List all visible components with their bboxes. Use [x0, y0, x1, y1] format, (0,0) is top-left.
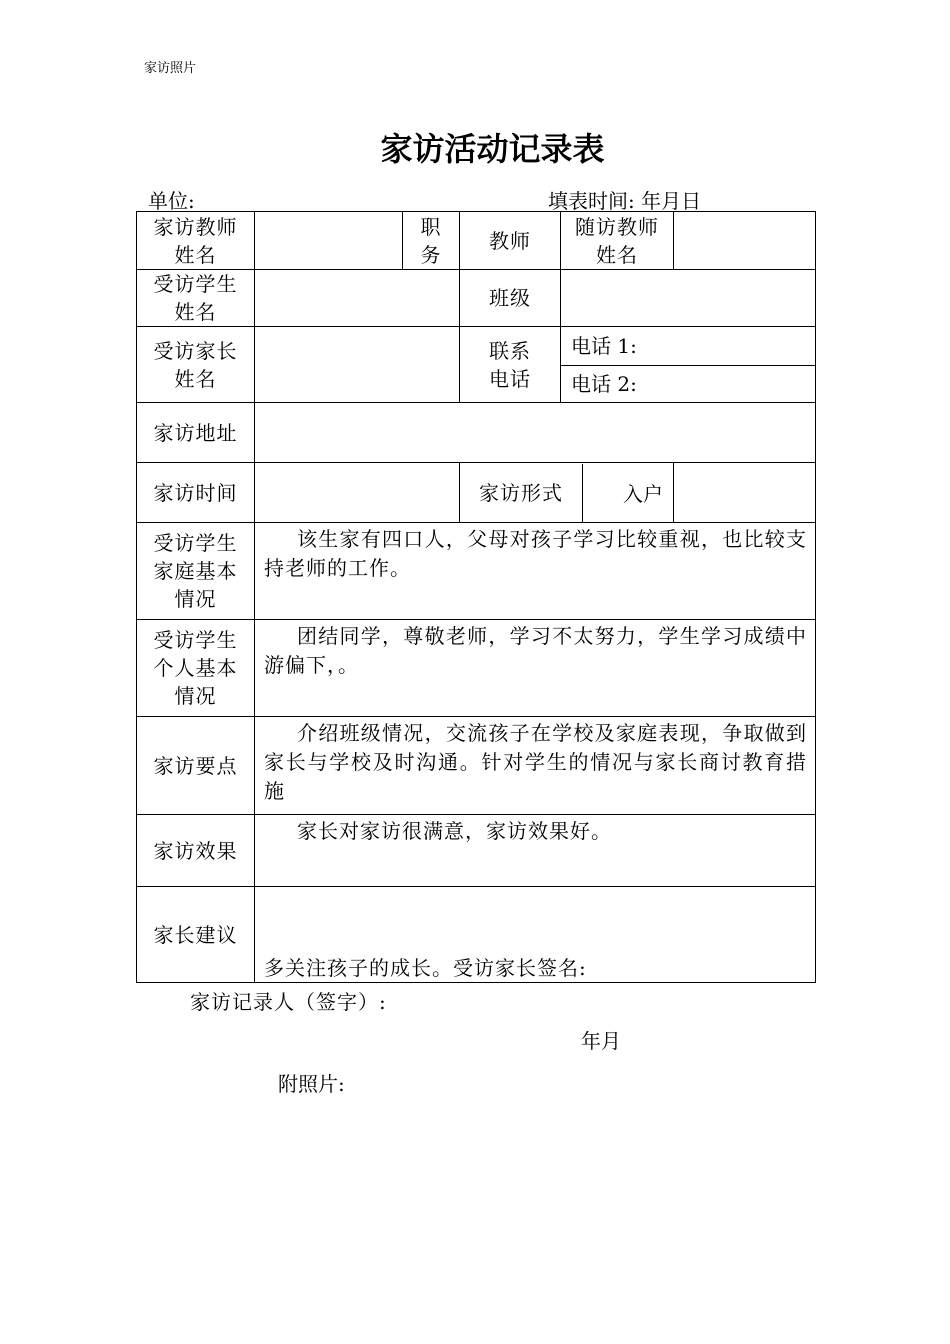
companion-teacher-label: 随访教师 姓名 — [561, 212, 674, 270]
family-situation-label: 受访学生 家庭基本 情况 — [137, 523, 255, 620]
visit-effect-label: 家访效果 — [137, 815, 255, 887]
position-value[interactable]: 教师 — [460, 212, 561, 270]
parent-suggestion-label: 家长建议 — [137, 887, 255, 983]
visit-effect-text[interactable]: 家长对家访很满意，家访效果好。 — [255, 815, 816, 887]
document-title: 家访活动记录表 — [380, 130, 605, 168]
teacher-name-label: 家访教师 姓名 — [137, 212, 255, 270]
parent-suggestion-text[interactable]: 多关注孩子的成长。受访家长签名: — [255, 887, 816, 983]
visit-form-cell — [460, 463, 674, 523]
address-label: 家访地址 — [137, 403, 255, 463]
visit-record-table — [136, 211, 816, 983]
key-points-label: 家访要点 — [137, 717, 255, 815]
visit-form-label: 家访形式 — [460, 464, 583, 522]
class-value[interactable] — [561, 270, 816, 327]
page-header: 家访照片 — [144, 61, 197, 76]
parent-name-value[interactable] — [255, 327, 460, 403]
visit-form-extra[interactable] — [674, 463, 816, 523]
personal-situation-text[interactable]: 团结同学，尊敬老师，学习不太努力，学生学习成绩中游偏下，。 — [255, 620, 816, 717]
phone-1-field[interactable]: 电话 1: — [561, 327, 816, 366]
student-name-value[interactable] — [255, 270, 460, 327]
family-situation-text[interactable]: 该生家有四口人，父母对孩子学习比较重视，也比较支持老师的工作。 — [255, 523, 816, 620]
recorder-signature: 家访记录人（签字）: — [190, 990, 387, 1014]
visit-time-value[interactable] — [255, 463, 460, 523]
teacher-name-value[interactable] — [255, 212, 403, 270]
key-points-text[interactable]: 介绍班级情况，交流孩子在学校及家庭表现，争取做到家长与学校及时沟通。针对学生的情况与家长商讨教育措施 — [255, 717, 816, 815]
fill-time: 填表时间: 年月日 — [548, 189, 702, 213]
year-month: 年月 — [581, 1029, 621, 1053]
student-name-label: 受访学生 姓名 — [137, 270, 255, 327]
phone-2-field[interactable]: 电话 2: — [561, 366, 816, 403]
unit-label: 单位: — [148, 189, 195, 213]
personal-situation-label: 受访学生 个人基本 情况 — [137, 620, 255, 717]
visit-form-value[interactable]: 入户 — [623, 482, 663, 506]
photo-label: 附照片: — [278, 1072, 345, 1096]
address-value[interactable] — [255, 403, 816, 463]
companion-teacher-value[interactable] — [674, 212, 816, 270]
position-label: 职 务 — [403, 212, 460, 270]
visit-time-label: 家访时间 — [137, 463, 255, 523]
class-label: 班级 — [460, 270, 561, 327]
parent-name-label: 受访家长 姓名 — [137, 327, 255, 403]
contact-phone-label: 联系 电话 — [460, 327, 561, 403]
